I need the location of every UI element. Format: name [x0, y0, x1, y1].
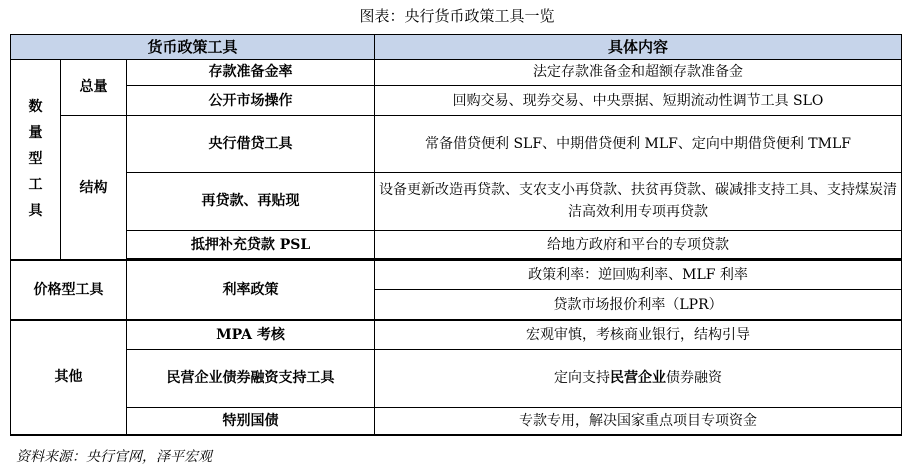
table-row-content: 政策利率：逆回购利率、MLF 利率: [375, 260, 902, 290]
group-structure: 结构: [61, 116, 127, 260]
content-bold: 民营企业: [610, 370, 667, 387]
table-row-content: 常备借贷便利 SLF、中期借贷便利 MLF、定向中期借贷便利 TMLF: [375, 116, 902, 173]
header-content: 具体内容: [375, 35, 902, 60]
group-other: 其他: [11, 320, 127, 435]
table-row-content: 给地方政府和平台的专项贷款: [375, 231, 902, 259]
table-row-tool-label: 民营企业债券融资支持工具: [166, 370, 335, 387]
table-row-content: 专款专用，解决国家重点项目专项资金: [375, 407, 902, 435]
group-quantity: [11, 59, 61, 260]
content-pre: 定向支持: [554, 370, 611, 387]
table-row-content: 回购交易、现券交易、中央票据、短期流动性调节工具 SLO: [375, 86, 902, 116]
header-tool: 货币政策工具: [11, 35, 375, 60]
group-quantity-label: 数量型工具: [28, 99, 43, 220]
table-row-tool: 公开市场操作: [127, 86, 375, 116]
table-row-tool: 再贷款、再贴现: [127, 172, 375, 231]
table-row-content: 设备更新改造再贷款、支农支小再贷款、扶贫再贷款、碳减排支持工具、支持煤炭清洁高效利用专项再贷款: [375, 172, 902, 231]
policy-tools-table: [10, 34, 902, 436]
table-row-tool: 利率政策: [127, 260, 375, 320]
table-row-content: 贷款市场报价利率（LPR）: [375, 290, 902, 320]
table-row-tool: 抵押补充贷款 PSL: [127, 231, 375, 259]
table-row-content: 宏观审慎，考核商业银行，结构引导: [375, 320, 902, 350]
table-row-tool: 央行借贷工具: [127, 116, 375, 173]
table-row-tool: 特别国债: [127, 407, 375, 435]
table-row-content: [375, 350, 902, 408]
content-post: 债券融资: [666, 370, 723, 387]
group-price: 价格型工具: [11, 260, 127, 320]
table-row-tool: MPA 考核: [127, 320, 375, 350]
source-note: 资料来源：央行官网，泽平宏观: [16, 449, 212, 465]
table-row-content: 法定存款准备金和超额存款准备金: [375, 59, 902, 86]
table-title: 图表：央行货币政策工具一览: [359, 7, 555, 25]
table-row-tool: 存款准备金率: [127, 59, 375, 86]
group-total: 总量: [61, 59, 127, 116]
table-row-tool: [127, 350, 375, 408]
